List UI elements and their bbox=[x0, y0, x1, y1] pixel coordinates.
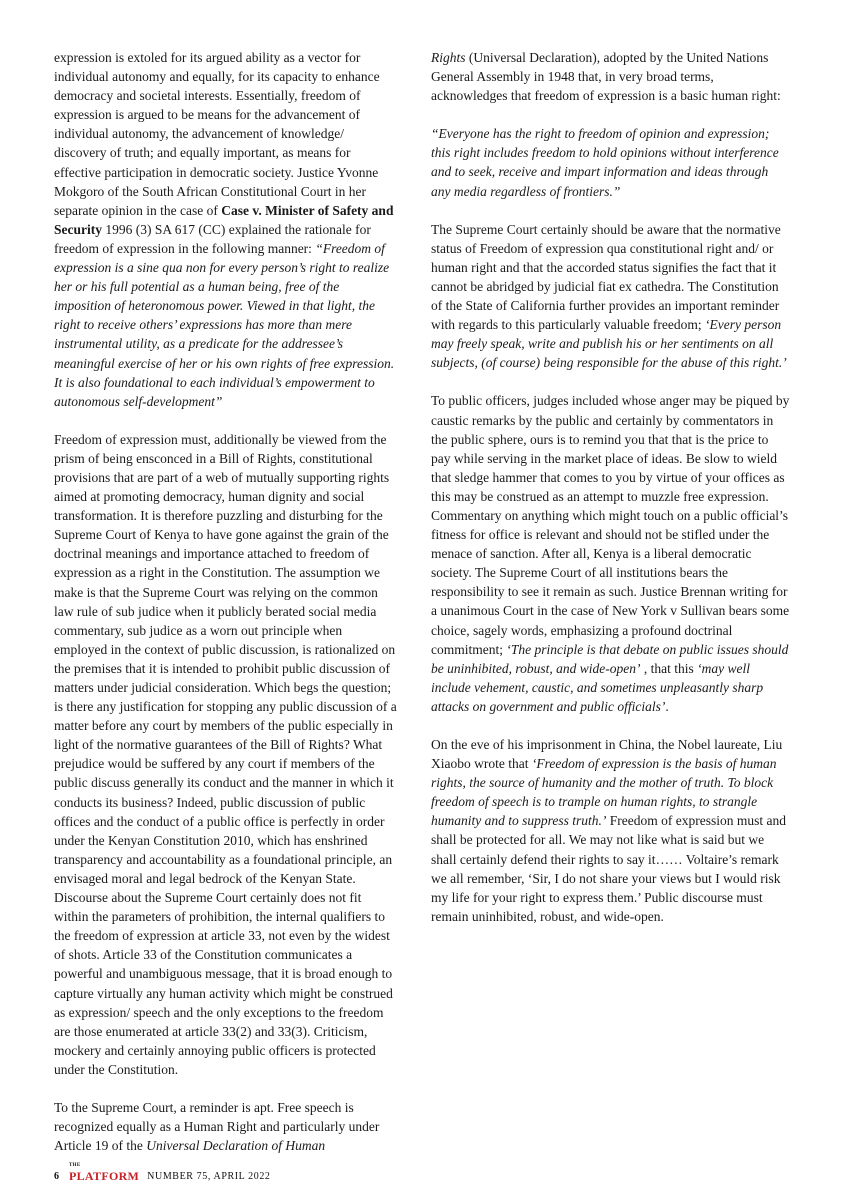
mokgoro-quote: “Freedom of expression is a sine qua non for every person’s right to realize her or his full potential as a human being, free of the imposition of heteronomous power. Viewed in that light, the right to receive others’ expressions has more than mere instrumental utility, as a predicate for the addressee’s meaningful exercise of her or his own rights of free expression. It is also foundational to each individual’s empowerment to autonomous self-development” bbox=[54, 240, 395, 409]
paragraph bbox=[54, 1098, 398, 1155]
text-run: To the Supreme Court, a reminder is apt. Free speech is recognized equally as a Human Right and particularly under Article 19 of the bbox=[54, 1099, 380, 1154]
platform-logo bbox=[69, 1162, 140, 1184]
page-number: 6 bbox=[54, 1170, 59, 1182]
text-run: The Supreme Court certainly should be aware that the normative status of Freedom of expression qua constitutional right and/ or human right and that the accorded status signifies the fact that it cannot be abridged by judicial fiat ex cathedra. The Constitution of the State of California further provides an important reminder with regards to this particularly valuable freedom; bbox=[431, 221, 781, 333]
brennan-quote-2: ‘may well include vehement, caustic, and sometimes unpleasantly sharp attacks on government and public officials’ bbox=[431, 660, 764, 714]
udhr-quote: “Everyone has the right to freedom of opinion and expression; this right includes freedom to hold opinions without interference and to seek, receive and impart information and ideas through any media regardless of frontiers.” bbox=[431, 126, 779, 199]
udhr-title-cont: Rights bbox=[431, 50, 466, 65]
text-run: . bbox=[665, 698, 669, 714]
right-column bbox=[431, 48, 791, 945]
paragraph: Freedom of expression must, additionally be viewed from the prism of being ensconced in a Bill of Rights, constitutional provisions that are part of a web of mutually supporting rights aimed at promoting democracy, human dignity and social transformation. It is therefore puzzling and disturbing for the Supreme Court of Kenya to have gone against the grain of the doctrinal meanings and importance attached to freedom of expression as a right in the Constitution. The assumption we make is that the Supreme Court was relying on the common law rule of sub judice when it publicly berated social media commentary, sub judice as a worn out principle when employed in the context of public discussion, is rationalized on the premises that it is intended to prohibit public discussion of matters under judicial consideration. Which begs the question; is there any justification for stopping any public discussion of a matter before any court by members of the public especially in light of the normative guarantees of the Bill of Rights? What prejudice would be suffered by any court if members of the public discuss generally its conduct and the manner in which it conducts its business? Indeed, public discussion of public offices and the conduct of a public office is perfectly in order under the Kenyan Constitution 2010, which has enshrined transparency and accountability as a foundational principle, an envisaged moral and legal bedrock of the Kenyan State. Discourse about the Supreme Court certainly does not fit within the parameters of prohibition, the internal qualifiers to the freedom of expression at article 33, not even by the widest of shots. Article 33 of the Constitution communicates a powerful and unambiguous message, that it is broad enough to capture virtually any human activity which might be construed as expression/ speech and the only exceptions to the freedom are those enumerated at article 33(2) and 33(3). Criticism, mockery and certainly annoying public officers is protected under the Constitution. bbox=[54, 431, 397, 1077]
udhr-title: Universal Declaration of Human bbox=[146, 1138, 326, 1154]
text-run: 1996 (3) SA 617 (CC) explained the rationale for freedom of expression in the following manner: bbox=[54, 221, 371, 256]
logo-the: THE bbox=[69, 1162, 81, 1168]
text-run: To public officers, judges included whose anger may be piqued by caustic remarks by the public and certainly by commentators in the public sphere, ours is to remind you that that is the price to pay while serving in the market place of ideas. Be slow to wield that sledge hammer that comes to you by virtue of your offices as this may be construed as an attempt to muzzle free expression. Commentary on anything which might touch on a public official’s fitness for office is relevant and should not be stifled under the menace of sanction. After all, Kenya is a liberal democratic society. The Supreme Court of all institutions bears the responsibility to see it remain as such. Justice Brennan writing for a unanimous Court in the case of New York v Sullivan bears some choice, sagely words, emphasizing a profound doctrinal commitment; bbox=[431, 393, 790, 657]
text-run: Freedom of expression must and shall be protected for all. We may not like what is said but we shall certainly defend their rights to say it…… Voltaire’s remark we all remember, ‘Sir, I do not share your views but I would risk my life for your right to express them.’ Public discourse must remain uninhibited, robust, and wide-open. bbox=[431, 813, 786, 924]
text-run: expression is extoled for its argued ability as a vector for individual autonomy and equally, for its capacity to enhance democracy and societal interests. Essentially, freedom of expression is argued to be means for the advancement of individual autonomy, the advancement of knowledge/ discovery of truth; and equally important, as means for effective participation in democratic society. Justice Yvonne Mokgoro of the South African Constitutional Court in her separate opinion in the case of bbox=[54, 50, 380, 218]
paragraph bbox=[431, 391, 791, 716]
text-run: , that this bbox=[640, 660, 698, 676]
text-run: On the eve of his imprisonment in China, the Nobel laureate, Liu Xiaobo wrote that bbox=[431, 737, 783, 772]
paragraph bbox=[431, 48, 791, 105]
case-name: Case v. Minister of Safety and Security bbox=[54, 202, 394, 237]
paragraph bbox=[431, 735, 791, 926]
brennan-quote: ‘The principle is that debate on public issues should be uninhibited, robust, and wide-open’ bbox=[431, 641, 789, 676]
paragraph bbox=[431, 220, 791, 373]
paragraph bbox=[54, 48, 398, 411]
left-column bbox=[54, 48, 398, 1174]
page-footer bbox=[54, 1162, 271, 1184]
issue-info: NUMBER 75, APRIL 2022 bbox=[147, 1170, 271, 1182]
text-run: (Universal Declaration), adopted by the United Nations General Assembly in 1948 that, in very broad terms, acknowledges that freedom of expression is a basic human right: bbox=[431, 50, 781, 104]
logo-text: PLATFORM bbox=[69, 1168, 140, 1183]
liu-xiaobo-quote: ‘Freedom of expression is the basis of human rights, the source of humanity and the mother of truth. To block freedom of speech is to trample on human rights, to strangle humanity and to suppress truth.’ bbox=[431, 756, 777, 829]
california-quote: ‘Every person may freely speak, write and publish his or her sentiments on all subjects, (of course) being responsible for the abuse of this right.’ bbox=[431, 317, 787, 371]
